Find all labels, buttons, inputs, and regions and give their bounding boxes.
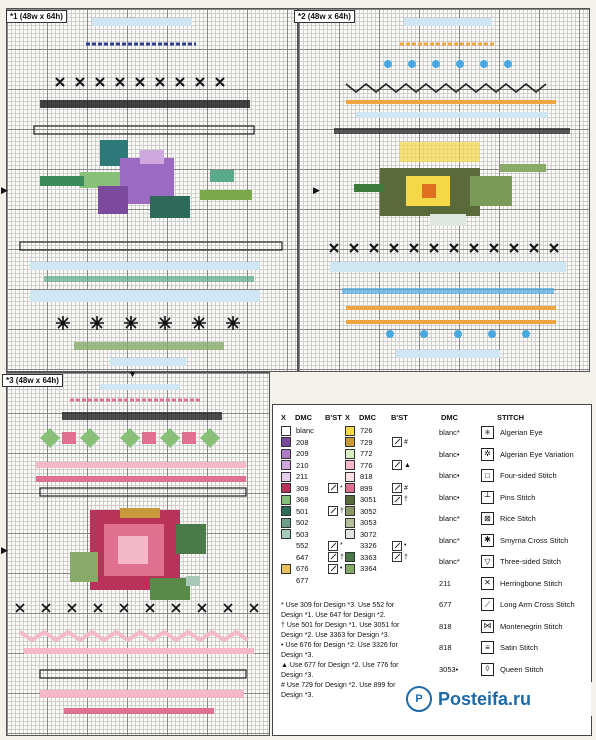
note-marker: #: [404, 438, 408, 446]
dmc-number: 552: [296, 541, 309, 550]
stitch-dmc: blanc•: [439, 449, 460, 459]
stitch-name: Smyrna Cross Stitch: [500, 535, 569, 545]
stitch-dmc: blanc•: [439, 492, 460, 502]
stitch-dmc: 818: [439, 621, 452, 631]
stitch-name: Four-sided Stitch: [500, 471, 557, 480]
legend-header-dmc: DMC: [295, 413, 313, 422]
color-swatch: [345, 552, 355, 562]
legend-header-bst: B'ST: [325, 413, 342, 422]
stitch-key-row: [439, 490, 535, 505]
color-swatch: [281, 460, 291, 470]
stitch-diagram-icon: ≡: [481, 641, 494, 654]
dmc-number: 899: [360, 483, 373, 493]
color-swatch: [281, 564, 291, 574]
color-key-row: [345, 437, 408, 448]
design-3-rose: [70, 508, 206, 600]
dmc-number: 503: [296, 529, 309, 539]
legend-note: ▲ Use 677 for Design *2. Use 776 for Design *3.: [281, 662, 399, 679]
color-key-row: [345, 425, 386, 436]
backstitch-swatch: [328, 506, 338, 516]
center-arrow-icon: ▶: [313, 185, 320, 195]
note-marker: †: [340, 507, 344, 515]
center-arrow-icon: ▶: [1, 185, 8, 195]
color-key-row: [281, 575, 322, 586]
legend-header-dmc2: DMC: [359, 413, 377, 422]
dmc-number: 676: [296, 564, 309, 573]
dmc-number: 211: [296, 472, 308, 481]
dmc-number: 3051: [360, 495, 377, 504]
stitch-name: Herringbone Stitch: [500, 578, 563, 588]
stitch-key-row: [439, 597, 575, 612]
backstitch-swatch: [392, 437, 402, 447]
color-key-row: [281, 506, 344, 517]
stitch-diagram-icon: □: [481, 469, 494, 482]
stitch-dmc: blanc*: [439, 557, 460, 566]
stitch-key-row: [439, 533, 568, 548]
dmc-number: 3364: [360, 564, 377, 573]
stitch-diagram-icon: ⊠: [481, 512, 494, 525]
stitch-diagram-icon: ⟋: [481, 598, 494, 611]
legend-header-x: X: [281, 413, 287, 422]
watermark-text: Posteifa.ru: [438, 688, 532, 709]
stitch-key-row: [439, 640, 538, 655]
center-arrow-icon: ▶: [1, 545, 8, 555]
color-swatch: [345, 472, 355, 482]
legend-note: # Use 729 for Design *2. Use 899 for Design *3.: [281, 682, 396, 699]
dmc-number: 677: [296, 575, 309, 585]
color-key-row: [345, 563, 386, 574]
watermark-logo: P: [406, 686, 432, 712]
color-swatch: [345, 426, 355, 436]
color-swatch: [345, 529, 355, 539]
backstitch-swatch: [392, 552, 402, 562]
note-marker: *: [340, 484, 343, 492]
note-marker: †: [404, 496, 408, 503]
color-key-row: [281, 540, 343, 551]
color-swatch: [281, 426, 291, 436]
color-swatch: [345, 495, 355, 505]
stitch-diagram-icon: ✕: [481, 577, 494, 590]
stitch-dmc: blanc*: [439, 535, 460, 545]
backstitch-swatch: [392, 541, 402, 551]
backstitch-swatch: [392, 460, 402, 470]
dmc-number: blanc: [296, 426, 314, 435]
color-swatch: [345, 518, 355, 528]
note-marker: ▲: [404, 461, 411, 469]
stitch-dmc: 211: [439, 578, 451, 588]
stitch-diagram-icon: ◊: [481, 663, 494, 676]
center-arrow-icon: ▼: [128, 369, 137, 379]
backstitch-swatch: [328, 564, 338, 574]
dmc-number: 3326: [360, 541, 377, 550]
dmc-number: 729: [360, 437, 373, 447]
stitch-diagram-icon: ✱: [481, 534, 494, 547]
stitch-name: Three-sided Stitch: [500, 557, 561, 566]
note-marker: •: [340, 565, 343, 572]
backstitch-swatch: [328, 541, 338, 551]
dmc-number: 776: [360, 460, 373, 470]
backstitch-swatch: [392, 483, 402, 493]
design-1-label: *1 (48w x 64h): [6, 10, 67, 23]
color-swatch: [281, 518, 291, 528]
stitch-name: Algerian Eye: [500, 428, 543, 437]
legend-notes: [281, 601, 403, 701]
design-3-label: *3 (48w x 64h): [2, 374, 63, 387]
color-swatch: [345, 437, 355, 447]
color-key-row: [345, 552, 408, 563]
stitch-name: Satin Stitch: [500, 643, 538, 652]
color-key-row: [281, 448, 322, 459]
backstitch-swatch: [392, 495, 402, 505]
color-key-row: [281, 425, 322, 436]
stitch-dmc: blanc*: [439, 514, 460, 523]
stitch-diagram-icon: ✲: [481, 448, 494, 461]
legend-header-stitch: STITCH: [497, 413, 525, 422]
color-key-row: [345, 471, 386, 482]
legend-header-x2: X: [345, 413, 351, 422]
color-key-row: [281, 494, 322, 505]
legend-note: † Use 501 for Design *1. Use 3051 for Design *2. Use 3363 for Design *3.: [281, 622, 400, 639]
note-marker: †: [340, 553, 344, 561]
color-key-row: [281, 471, 322, 482]
note-marker: *: [340, 542, 343, 549]
dmc-number: 3052: [360, 506, 377, 516]
color-swatch: [345, 564, 355, 574]
dmc-number: 3072: [360, 529, 377, 539]
stitch-name: Pins Stitch: [500, 492, 536, 502]
color-key-row: [281, 460, 322, 471]
dmc-number: 726: [360, 426, 373, 435]
stitch-name: Long Arm Cross Stitch: [500, 600, 575, 609]
dmc-number: 309: [296, 483, 309, 493]
color-key-row: [345, 540, 406, 551]
color-key-row: [345, 506, 386, 517]
color-key-row: [281, 483, 343, 494]
color-swatch: [281, 472, 291, 482]
color-swatch: [281, 506, 291, 516]
stitch-name: Montenegrin Stitch: [500, 621, 563, 631]
stitch-name: Rice Stitch: [500, 514, 536, 523]
stitch-key-row: [439, 511, 536, 526]
stitch-dmc: blanc•: [439, 471, 460, 480]
color-key-row: [345, 483, 408, 494]
stitch-key-row: [439, 662, 543, 677]
stitch-diagram-icon: ▽: [481, 555, 494, 568]
backstitch-swatch: [328, 483, 338, 493]
stitch-diagram-icon: ✳: [481, 426, 494, 439]
legend-note: * Use 309 for Design *3. Use 552 for Design *1. Use 647 for Design *2.: [281, 602, 395, 619]
stitch-dmc: blanc*: [439, 428, 460, 437]
color-key-row: [281, 563, 342, 574]
dmc-number: 210: [296, 460, 309, 470]
note-marker: †: [404, 553, 408, 561]
stitch-key-row: [439, 554, 561, 569]
watermark: [402, 682, 592, 716]
color-swatch: [281, 437, 291, 447]
color-key-row: [345, 494, 408, 505]
stitch-key-row: [439, 425, 543, 440]
dmc-number: 501: [296, 506, 309, 516]
dmc-number: 502: [296, 518, 309, 527]
dmc-number: 368: [296, 495, 309, 504]
dmc-number: 3053: [360, 518, 377, 527]
dmc-number: 208: [296, 437, 309, 447]
color-swatch: [345, 449, 355, 459]
stitch-diagram-icon: ┴: [481, 491, 494, 504]
stitch-name: Queen Stitch: [500, 664, 544, 674]
color-key-row: [281, 437, 322, 448]
dmc-number: 647: [296, 552, 309, 562]
stitch-dmc: 677: [439, 600, 452, 609]
backstitch-swatch: [328, 552, 338, 562]
stitch-diagram-icon: ⋈: [481, 620, 494, 633]
pink-green-diamonds: [40, 428, 220, 448]
color-swatch: [281, 529, 291, 539]
stitch-key-row: [439, 447, 574, 462]
dmc-number: 3363: [360, 552, 377, 562]
color-swatch: [281, 495, 291, 505]
legend-header-stitch-dmc: DMC: [441, 413, 459, 422]
color-swatch: [281, 483, 291, 493]
dmc-number: 772: [360, 449, 373, 458]
stitch-key-row: [439, 619, 563, 634]
color-swatch: [345, 506, 355, 516]
color-swatch: [345, 483, 355, 493]
stitch-dmc: 818: [439, 643, 452, 652]
legend-note: • Use 676 for Design *2. Use 3326 for Design *3.: [281, 642, 398, 659]
color-key-row: [345, 460, 411, 471]
color-key-row: [281, 552, 344, 563]
color-swatch: [345, 460, 355, 470]
dmc-number: 209: [296, 449, 309, 458]
color-swatch: [281, 449, 291, 459]
dmc-number: 818: [360, 472, 373, 481]
color-key-row: [281, 529, 322, 540]
stitch-key-row: [439, 576, 562, 591]
stitch-key-row: [439, 468, 557, 483]
algerian-eye-band-3: [16, 604, 258, 612]
stitch-dmc: 3053•: [439, 664, 459, 674]
note-marker: •: [404, 542, 407, 549]
color-key-row: [345, 529, 386, 540]
color-key-row: [281, 517, 322, 528]
color-key-row: [345, 448, 386, 459]
legend-header-bst2: B'ST: [391, 413, 408, 422]
color-key-row: [345, 517, 386, 528]
stitch-name: Algerian Eye Variation: [500, 449, 574, 459]
design-2-label: *2 (48w x 64h): [294, 10, 355, 23]
note-marker: #: [404, 484, 408, 492]
